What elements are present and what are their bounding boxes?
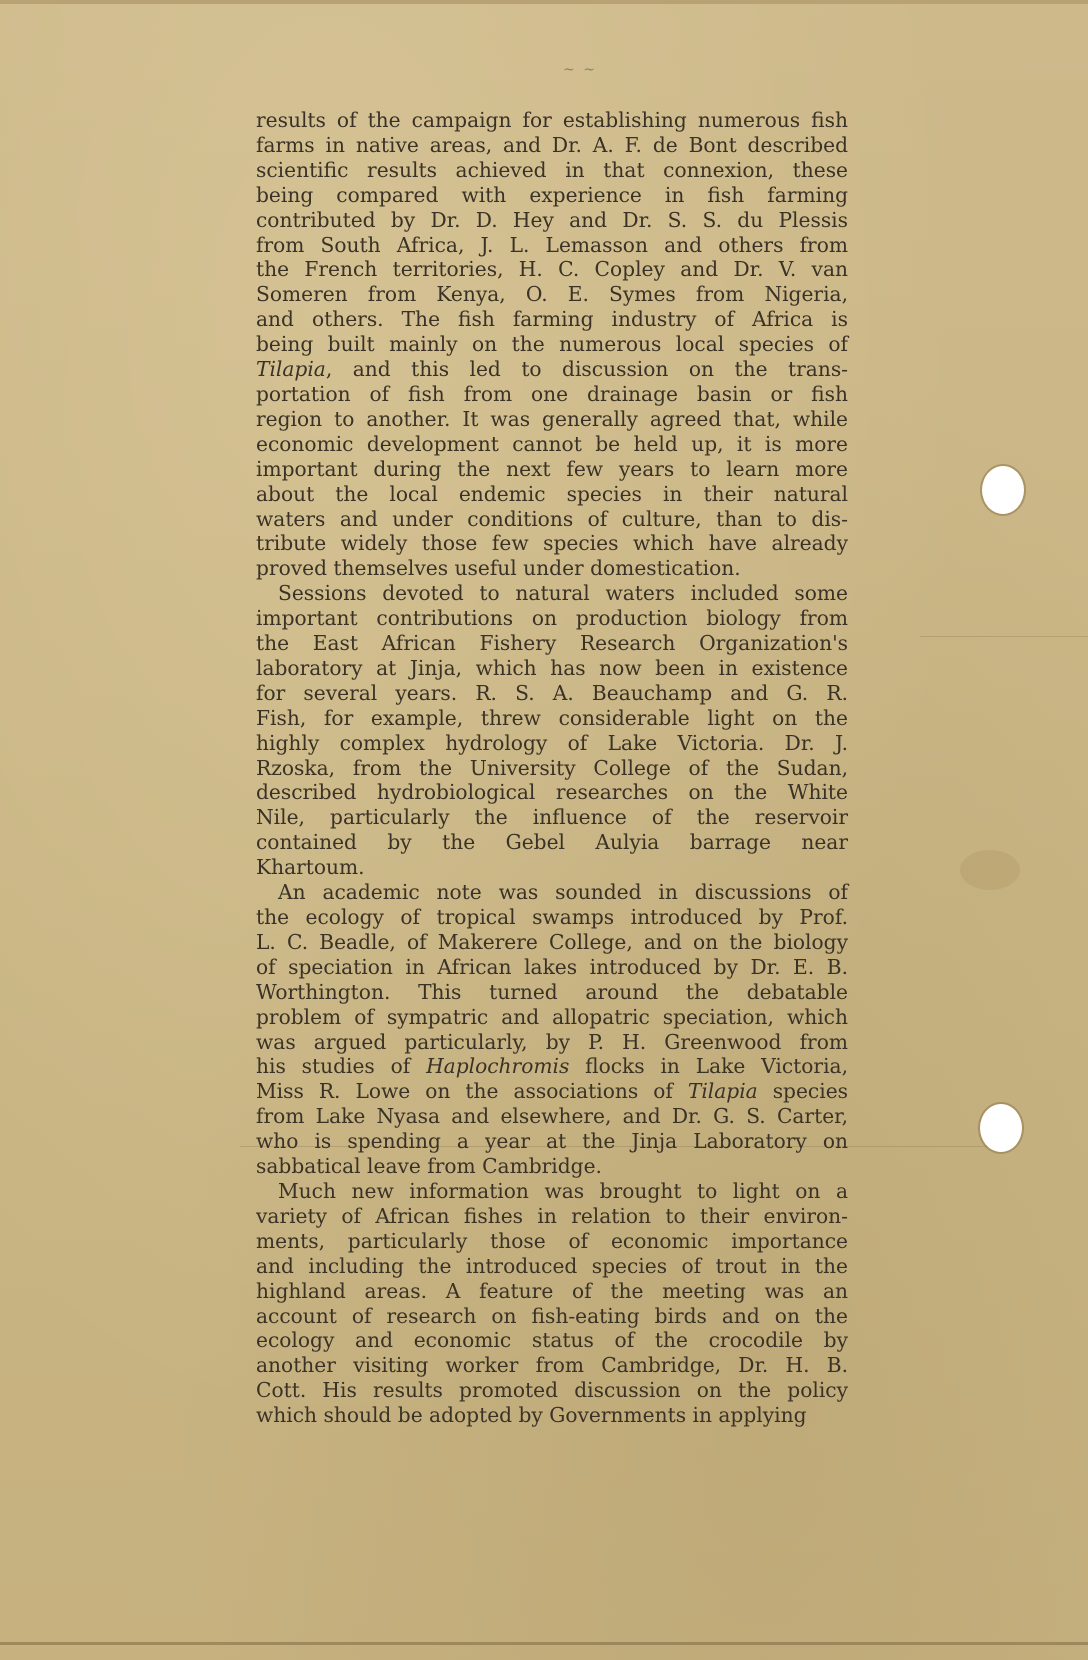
text-line [256,257,848,282]
text-line [256,432,848,457]
text-line [256,1005,848,1030]
text-line [256,955,848,980]
paragraph [256,581,848,880]
line-text: being compared with experience in fish farming [256,182,848,207]
line-text: ecology and economic status of the crocodile by [256,1328,848,1353]
line-text: was argued particularly, by P. H. Greenwood from [256,1029,848,1054]
crease-line [920,636,1088,637]
line-text: portation of fish from one drainage basin or fish [256,381,848,406]
text-line [256,830,848,855]
line-text: tribute widely those few species which have already [256,531,848,556]
text-line [256,780,848,805]
line-text: problem of sympatric and allopatric speciation, which [256,1004,848,1029]
text-line [256,208,848,233]
line-text: being built mainly on the numerous local species of [256,332,848,357]
line-text: scientific results achieved in that connexion, these [256,157,848,182]
text-line [256,1054,848,1079]
text-line [256,756,848,781]
text-line [256,1179,848,1204]
punch-hole [982,466,1024,514]
line-text: waters and under conditions of culture, than to dis- [256,506,848,531]
line-text: variety of African fishes in relation to their environ- [256,1203,848,1228]
text-line [256,581,848,606]
text-line [256,905,848,930]
line-text: Khartoum. [256,855,365,880]
line-text: , and this led to discussion on the trans- [325,357,848,382]
line-text: another visiting worker from Cambridge, Dr. H. B. [256,1353,848,1378]
text-line [256,980,848,1005]
text-line [256,133,848,158]
line-text: who is spending a year at the Jinja Laboratory on [256,1129,848,1154]
line-text: Someren from Kenya, O. E. Symes from Nigeria, [256,282,848,307]
text-line [256,1104,848,1129]
line-text: the ecology of tropical swamps introduced by Prof. [256,905,848,929]
line-text: and others. The fish farming industry of Africa is [256,307,848,332]
text-line [256,1079,848,1104]
text-line [256,855,848,880]
paragraph [256,880,848,1179]
line-text: from Lake Nyasa and elsewhere, and Dr. G. S. Carter, [256,1104,848,1129]
text-line [256,282,848,307]
paper-stain [960,850,1020,890]
text-line [256,158,848,183]
text-line [256,233,848,258]
line-text: important contributions on production biology from [256,606,848,631]
text-line [256,1030,848,1055]
text-line [256,930,848,955]
line-text: flocks in Lake Victoria, [569,1054,848,1079]
text-line [256,183,848,208]
text-line [256,1328,848,1353]
line-text: Rzoska, from the University College of the Sudan, [256,755,848,780]
text-line [256,407,848,432]
line-text: highly complex hydrology of Lake Victoria. Dr. J. [256,730,848,755]
line-text: highland areas. A feature of the meeting was an [256,1278,848,1303]
text-line [256,482,848,507]
text-line [256,108,848,133]
text-line [256,382,848,407]
top-edge [0,0,1088,4]
line-text: of speciation in African lakes introduced by Dr. E. B. [256,954,848,979]
text-line [256,507,848,532]
text-line [256,606,848,631]
text-line [256,631,848,656]
paragraph [256,1179,848,1428]
text-line [256,805,848,830]
text-line [256,731,848,756]
line-text: Sessions devoted to natural waters included some [278,581,848,606]
text-line [256,681,848,706]
bottom-edge [0,1642,1088,1645]
line-text: for several years. R. S. A. Beauchamp and G. R. [256,680,848,705]
text-line [256,1378,848,1403]
text-line [256,656,848,681]
line-text: his studies of [256,1054,427,1079]
italic-species-name: Tilapia [256,357,326,382]
line-text: which should be adopted by Governments in applying [256,1403,807,1428]
text-line [256,1154,848,1179]
line-text: sabbatical leave from Cambridge. [256,1154,602,1179]
italic-species-name: Haplochromis [426,1054,570,1079]
line-text: the French territories, H. C. Copley and Dr. V. van [256,257,848,282]
line-text: from South Africa, J. L. Lemasson and others from [256,232,848,257]
line-text: the East African Fishery Research Organization's [256,631,848,656]
text-line [256,1254,848,1279]
text-line [256,457,848,482]
text-line [256,1204,848,1229]
line-text: region to another. It was generally agreed that, while [256,406,848,431]
line-text: Worthington. This turned around the debatable [256,979,848,1004]
line-text: described hydrobiological researches on the White [256,780,848,805]
text-line [256,531,848,556]
line-text: contributed by Dr. D. Hey and Dr. S. S. du Plessis [256,207,848,232]
line-text: ments, particularly those of economic importance [256,1228,848,1253]
line-text: L. C. Beadle, of Makerere College, and on the biology [256,929,848,954]
page-mark: ~ ~ [563,62,597,78]
italic-species-name: Tilapia [687,1079,758,1104]
text-line [256,556,848,581]
text-line [256,1279,848,1304]
line-text: results of the campaign for establishing numerous fish [256,108,848,132]
line-text: laboratory at Jinja, which has now been in existence [256,655,848,680]
line-text: about the local endemic species in their natural [256,481,848,506]
document-body [256,108,848,1428]
line-text: Fish, for example, threw considerable light on the [256,705,848,730]
text-line [256,1353,848,1378]
line-text: contained by the Gebel Aulyia barrage near [256,830,848,855]
line-text: account of research on fish-eating birds and on the [256,1303,848,1328]
text-line [256,1229,848,1254]
line-text: An academic note was sounded in discussions of [278,880,848,905]
line-text: Much new information was brought to light on a [278,1178,848,1203]
text-line [256,1403,848,1428]
line-text: Nile, particularly the influence of the reservoir [256,805,848,830]
line-text: proved themselves useful under domestication. [256,556,741,581]
text-line [256,706,848,731]
text-line [256,880,848,905]
text-line [256,307,848,332]
line-text: Miss R. Lowe on the associations of [256,1079,688,1104]
text-line [256,1129,848,1154]
line-text: farms in native areas, and Dr. A. F. de Bont described [256,132,848,157]
line-text: important during the next few years to learn more [256,456,848,481]
line-text: economic development cannot be held up, it is more [256,431,848,456]
line-text: and including the introduced species of trout in the [256,1253,848,1278]
line-text: Cott. His results promoted discussion on the policy [256,1378,848,1403]
text-line [256,357,848,382]
paragraph [256,108,848,581]
line-text: species [757,1079,848,1104]
text-line [256,332,848,357]
punch-hole [980,1104,1022,1152]
text-line [256,1304,848,1329]
